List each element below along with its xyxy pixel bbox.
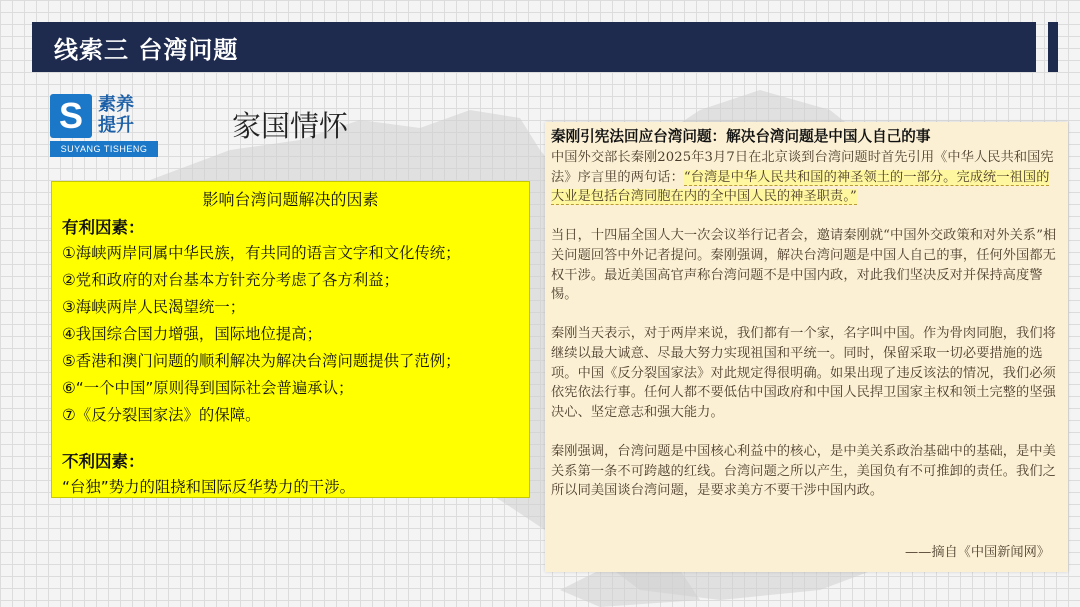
factors-title: 影响台湾问题解决的因素 [202, 190, 379, 209]
news-article [545, 122, 1068, 572]
logo-pinyin: SUYANG TISHENG [50, 141, 158, 157]
article-paragraph: 秦刚强调，台湾问题是中国核心利益中的核心，是中美关系政治基础中的基础，是中美关系第一条不可跨越的红线。台湾问题之所以产生，美国负有不可推卸的责任。我们之所以同美国谈台湾问题，是要求美方不要干涉中国内政。 [551, 443, 1056, 499]
article-title: 秦刚引宪法回应台湾问题：解决台湾问题是中国人自己的事 [551, 128, 931, 145]
favorable-item: ⑤香港和澳门问题的顺利解决为解决台湾问题提供了范例； [62, 352, 461, 370]
logo-text-line1: 素养 [98, 94, 134, 115]
favorable-item: ①海峡两岸同属中华民族，有共同的语言文字和文化传统； [62, 244, 461, 262]
favorable-label: 有利因素： [62, 218, 145, 237]
favorable-item: ③海峡两岸人民渴望统一； [62, 298, 246, 316]
title-accent-bar [1048, 22, 1058, 72]
favorable-item: ⑦《反分裂国家法》的保障。 [62, 406, 261, 424]
factors-box [51, 181, 530, 498]
article-paragraph: 当日，十四届全国人大一次会议举行记者会，邀请秦刚就“中国外交政策和对外关系”相关问题回答中外记者提问。秦刚强调，解决台湾问题是中国人自己的事，任何外国都无权干涉。最近美国高官声称台湾问题不是中国内政，对此我们坚决反对并保持高度警惕。 [551, 228, 1057, 303]
article-source: ——摘自《中国新闻网》 [904, 545, 1050, 560]
article-lead: 中国外交部长秦刚2025年3月7日在北京谈到台湾问题时首先引用《中华人民共和国宪法》序言里的两句话： [551, 150, 1054, 185]
logo-text [98, 94, 154, 138]
article-paragraph: 秦刚当天表示，对于两岸来说，我们都有一个家，名字叫中国。作为骨肉同胞，我们将继续以最大诚意、尽最大努力实现祖国和平统一。同时，保留采取一切必要措施的选项。中国《反分裂国家法》对此规定得很明确。如果出现了违反该法的情况，我们必须依宪依法行事。任何人都不要低估中国政府和中国人民捍卫国家主权和领土完整的坚强决心、坚定意志和强大能力。 [551, 326, 1056, 420]
favorable-item: ⑥“一个中国”原则得到国际社会普遍承认； [62, 379, 354, 397]
logo-letter: S [50, 94, 92, 138]
constitution-quote: “台湾是中华人民共和国的神圣领土的一部分。完成统一祖国的大业是包括台湾同胞在内的全中国人民的神圣职责。” [551, 169, 1050, 205]
article-paragraph [551, 148, 1058, 207]
unfavorable-label: 不利因素： [62, 452, 145, 471]
logo-text-line2: 提升 [98, 115, 134, 136]
suyang-logo [50, 94, 158, 158]
page-title: 线索三 台湾问题 [54, 35, 239, 64]
favorable-item: ④我国综合国力增强，国际地位提高； [62, 325, 323, 343]
unfavorable-item: “台独”势力的阻挠和国际反华势力的干涉。 [62, 478, 355, 496]
section-heading: 家国情怀 [232, 109, 349, 143]
title-bar [32, 22, 1036, 72]
favorable-item: ②党和政府的对台基本方针充分考虑了各方利益； [62, 271, 400, 289]
